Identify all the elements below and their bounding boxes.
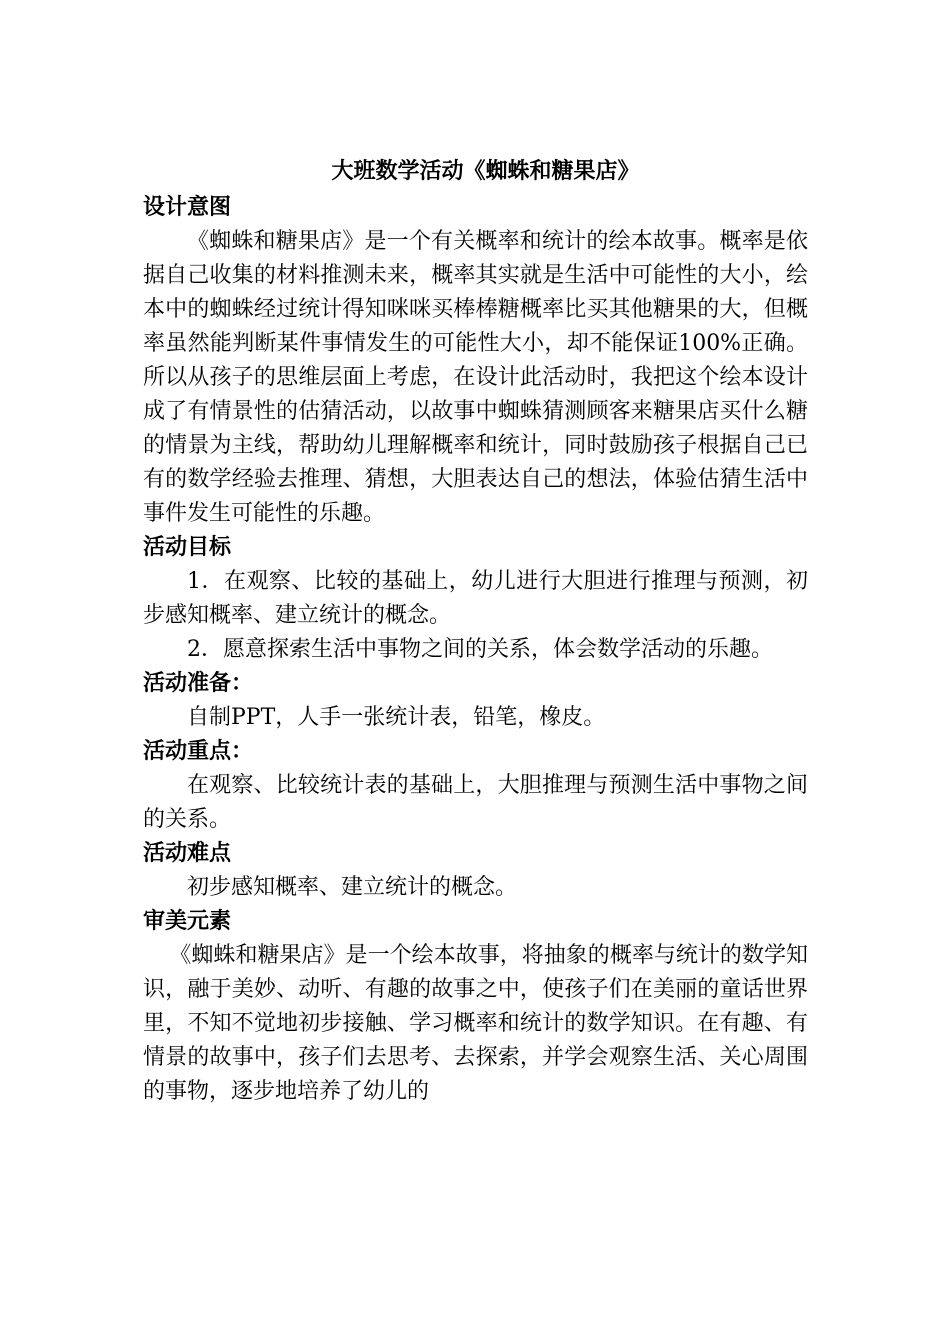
- section-heading-key-points: 活动重点：: [143, 739, 254, 764]
- section-heading-design-intent: 设计意图: [143, 195, 232, 220]
- document-page: [143, 155, 808, 1109]
- section-heading-activity-preparation: 活动准备：: [143, 671, 254, 696]
- section-heading-aesthetic-elements: 审美元素: [143, 909, 232, 934]
- section-activity-goals: [143, 531, 808, 667]
- preparation-paragraph: 自制PPT，人手一张统计表，铅笔，橡皮。: [187, 705, 606, 730]
- section-heading-activity-goals: 活动目标: [143, 535, 232, 560]
- section-aesthetic-elements: [143, 905, 808, 1109]
- section-design-intent: [143, 191, 808, 531]
- goal-item-2: 2．愿意探索生活中事物之间的关系，体会数学活动的乐趣。: [187, 637, 773, 662]
- document-title: 大班数学活动《蜘蛛和糖果店》: [331, 159, 640, 184]
- difficulties-paragraph: 初步感知概率、建立统计的概念。: [187, 875, 518, 900]
- section-key-points: [143, 735, 808, 837]
- goal-item-1: 1．在观察、比较的基础上，幼儿进行大胆进行推理与预测，初步感知概率、建立统计的概念。: [143, 569, 808, 628]
- key-points-paragraph: 在观察、比较统计表的基础上，大胆推理与预测生活中事物之间的关系。: [143, 773, 808, 832]
- section-difficulties: [143, 837, 808, 905]
- aesthetic-elements-paragraph: 《蜘蛛和糖果店》是一个绘本故事，将抽象的概率与统计的数学知识，融于美妙、动听、有趣的故事之中，使孩子们在美丽的童话世界里，不知不觉地初步接触、学习概率和统计的数学知识。在有趣、有情景的故事中，孩子们去思考、去探索，并学会观察生活、关心周围的事物，逐步地培养了幼儿的: [143, 943, 808, 1104]
- section-heading-difficulties: 活动难点: [143, 841, 232, 866]
- design-intent-paragraph: 《蜘蛛和糖果店》是一个有关概率和统计的绘本故事。概率是依据自己收集的材料推测未来，概率其实就是生活中可能性的大小，绘本中的蜘蛛经过统计得知咪咪买棒棒糖概率比买其他糖果的大，但概率虽然能判断某件事情发生的可能性大小，却不能保证100%正确。所以从孩子的思维层面上考虑，在设计此活动时，我把这个绘本设计成了有情景性的估猜活动，以故事中蜘蛛猜测顾客来糖果店买什么糖的情景为主线，帮助幼儿理解概率和统计，同时鼓励孩子根据自己已有的数学经验去推理、猜想，大胆表达自己的想法，体验估猜生活中事件发生可能性的乐趣。: [143, 229, 808, 526]
- section-activity-preparation: [143, 667, 808, 735]
